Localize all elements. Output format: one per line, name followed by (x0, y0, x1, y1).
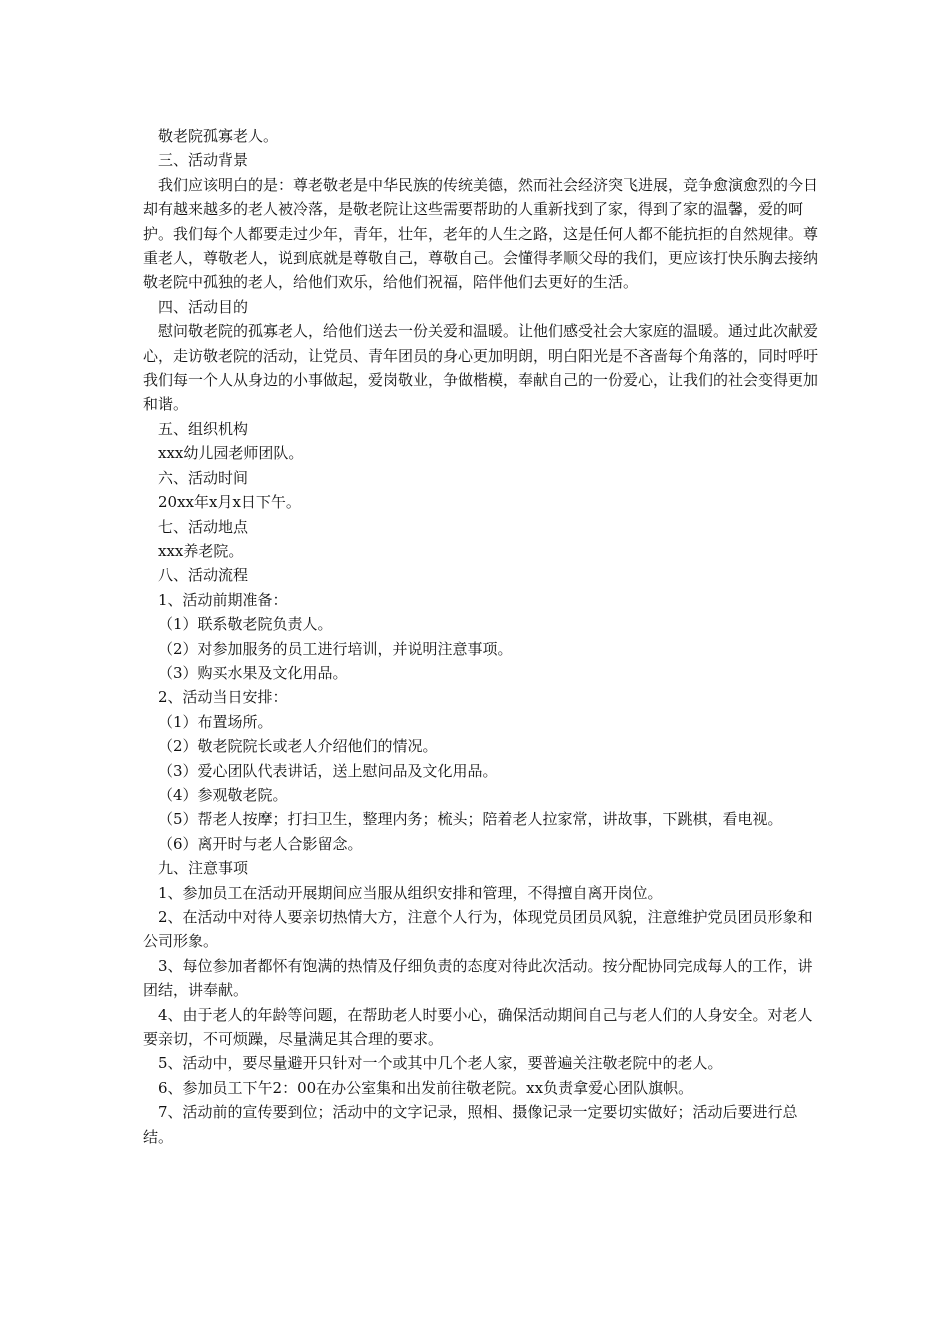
list-item: （3）爱心团队代表讲话，送上慰问品及文化用品。 (158, 761, 498, 780)
list-item: （2）对参加服务的员工进行培训，并说明注意事项。 (158, 639, 513, 658)
heading-process: 八、活动流程 (158, 566, 249, 585)
document-body (143, 124, 823, 1149)
list-item: （5）帮老人按摩；打扫卫生，整理内务；梳头；陪着老人拉家常，讲故事，下跳棋，看电视。 (158, 810, 783, 829)
note-item: 1、参加员工在活动开展期间应当服从组织安排和管理，不得擅自离开岗位。 (158, 883, 663, 902)
heading-time: 六、活动时间 (158, 468, 249, 487)
heading-location: 七、活动地点 (158, 517, 249, 536)
paragraph-background: 我们应该明白的是：尊老敬老是中华民族的传统美德，然而社会经济突飞进展，竞争愈演愈烈的今日却有越来越多的老人被冷落，是敬老院让这些需要帮助的人重新找到了家，得到了家的温馨，爱的呵护。我们每个人都要走过少年，青年，壮年，老年的人生之路，这是任何人都不能抗拒的自然规律。尊重老人，尊敬老人，说到底就是尊敬自己，尊敬自己。会懂得孝顺父母的我们，更应该打快乐胸去接纳敬老院中孤独的老人，给他们欢乐，给他们祝福，陪伴他们去更好的生活。 (143, 175, 819, 292)
list-heading-preparation: 1、活动前期准备： (158, 590, 288, 609)
note-item: 2、在活动中对待人要亲切热情大方，注意个人行为，体现党员团员风貌，注意维护党员团员形象和公司形象。 (143, 908, 813, 951)
paragraph-location: xxx养老院。 (158, 541, 244, 560)
note-item: 5、活动中，要尽量避开只针对一个或其中几个老人家，要普遍关注敬老院中的老人。 (158, 1054, 723, 1073)
heading-notes: 九、注意事项 (158, 859, 249, 878)
list-item: （6）离开时与老人合影留念。 (158, 834, 363, 853)
list-item: （4）参观敬老院。 (158, 785, 288, 804)
paragraph-intro-end: 敬老院孤寡老人。 (158, 127, 279, 145)
note-item: 6、参加员工下午2：00在办公室集和出发前往敬老院。xx负责拿爱心团队旗帜。 (158, 1078, 694, 1097)
paragraph-purpose: 慰问敬老院的孤寡老人，给他们送去一份关爱和温暖。让他们感受社会大家庭的温暖。通过此次献爱心，走访敬老院的活动，让党员、青年团员的身心更加明朗，明白阳光是不吝啬每个角落的，同时呼吁我们每一个人从身边的小事做起，爱岗敬业，争做楷模，奉献自己的一份爱心，让我们的社会变得更加和谐。 (143, 322, 819, 414)
paragraph-organization: xxx幼儿园老师团队。 (158, 444, 304, 463)
list-item: （3）购买水果及文化用品。 (158, 663, 348, 682)
note-item: 3、每位参加者都怀有饱满的热情及仔细负责的态度对待此次活动。按分配协同完成每人的工作，讲团结，讲奉献。 (143, 956, 813, 1000)
heading-purpose: 四、活动目的 (158, 297, 249, 316)
list-item: （1）布置场所。 (158, 712, 273, 731)
list-item: （1）联系敬老院负责人。 (158, 615, 333, 634)
paragraph-time: 20xx年x月x日下午。 (158, 493, 301, 512)
note-item: 4、由于老人的年龄等问题，在帮助老人时要小心，确保活动期间自己与老人们的人身安全。对老人要亲切，不可烦躁，尽量满足其合理的要求。 (143, 1005, 813, 1049)
list-heading-schedule: 2、活动当日安排： (158, 688, 288, 707)
note-item: 7、活动前的宣传要到位；活动中的文字记录，照相、摄像记录一定要切实做好；活动后要进行总结。 (143, 1103, 798, 1146)
heading-organization: 五、组织机构 (158, 419, 249, 438)
list-item: （2）敬老院院长或老人介绍他们的情况。 (158, 737, 438, 756)
heading-background: 三、活动背景 (158, 151, 249, 170)
